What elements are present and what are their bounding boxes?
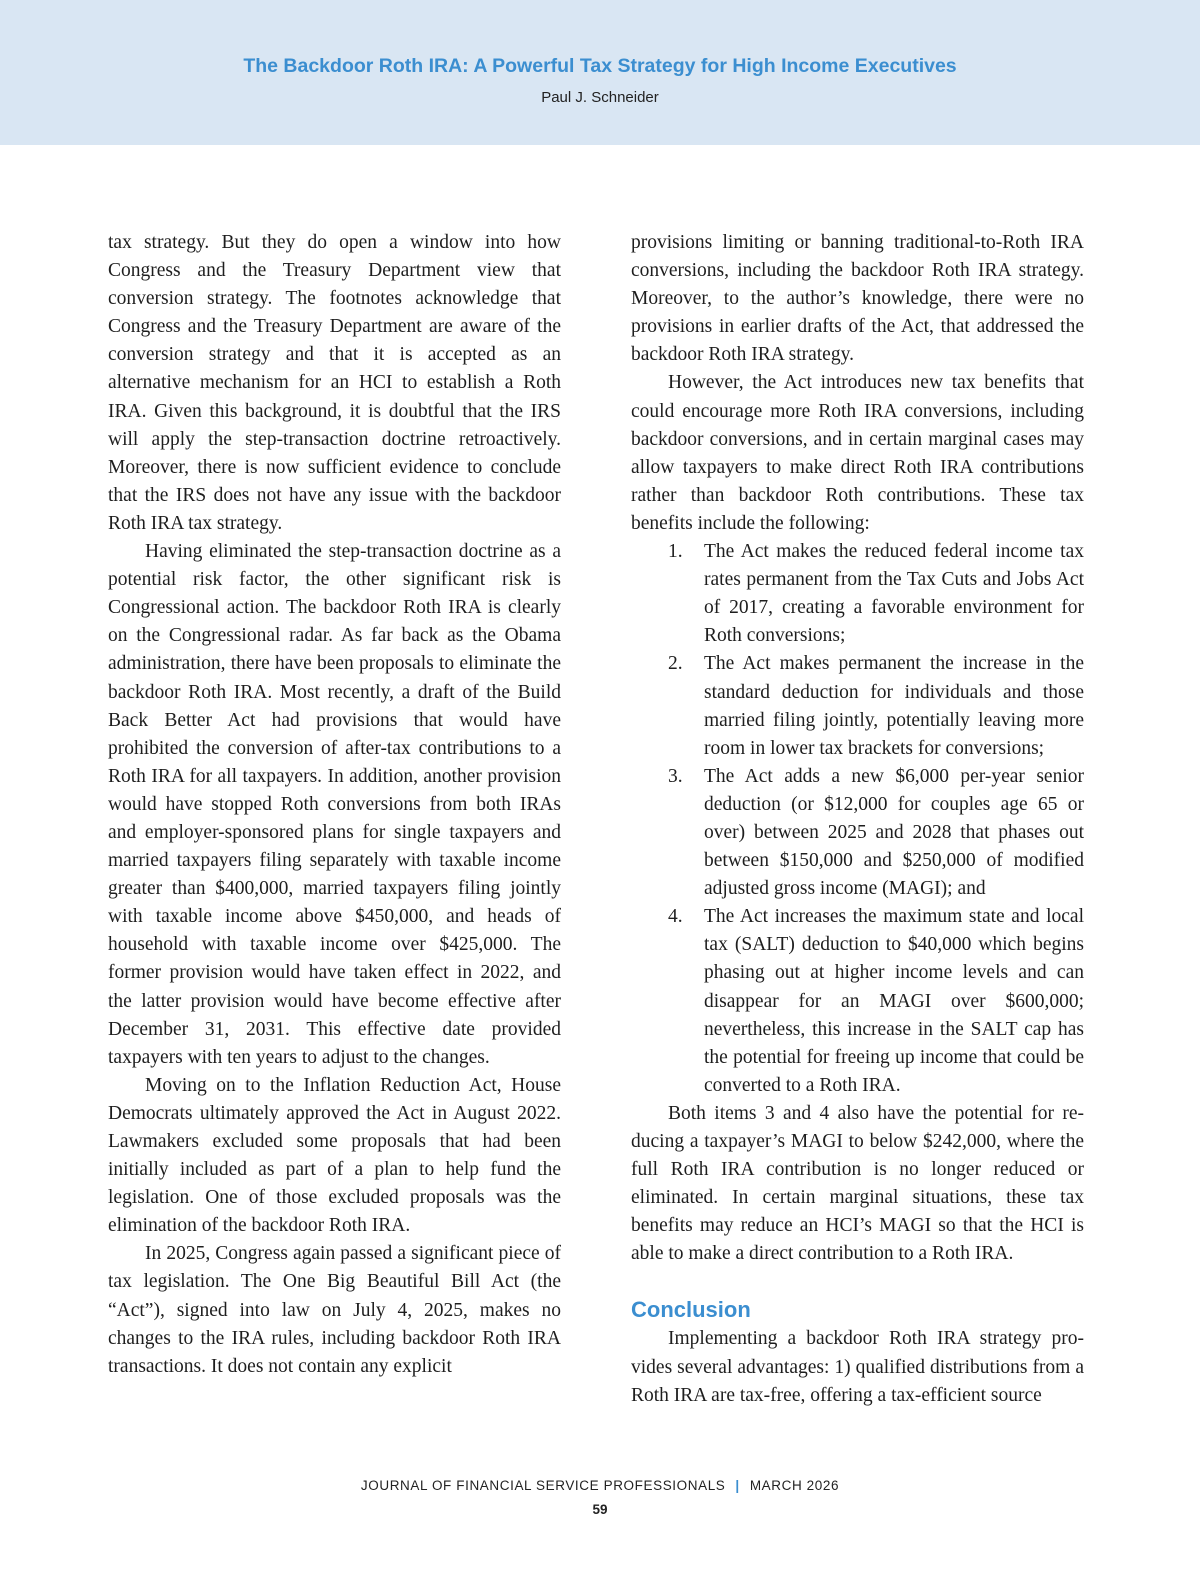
right-column [631,229,1084,1410]
list-item-number: 1. [668,541,683,563]
body-paragraph: However, the Act introduces new tax benefits that could encourage more Roth IRA conversions, including backdoor conversions, and in certain marginal cases may allow taxpayers to make direct Roth IRA contributions rather than backdoor Roth contributions. These tax benefits include the following: [631,372,1084,534]
tax-benefits-list [631,538,1084,1100]
list-item [631,650,1084,762]
list-item-text: The Act adds a new $6,000 per-year senior deduction (or $12,000 for couples age 65 or over) between 2025 and 2028 that phases out between $150,000 and $250,000 of modified adjusted gross income (MAGI); and [704,765,1084,900]
list-item-number: 4. [668,906,683,928]
page-number: 59 [592,1502,608,1517]
issue-date: MARCH 2026 [749,1478,840,1493]
body-paragraph: Having eliminated the step-transaction doctrine as a potential risk factor, the other significant risk is Congressional action. The backdoor Roth IRA is clearly on the Congressional radar. As far back as the Obama administration, there have been proposals to eliminate the backdoor Roth IRA. Most recently, a draft of the Build Back Better Act had provisions that would have prohibited the conversion of after-tax contributions to a Roth IRA for all taxpayers. In addition, another provision would have stopped Roth conversions from both IRAs and employer-sponsored plans for single taxpayers and married taxpayers filing separately with taxable income greater than $400,000, married taxpayers filing jointly with taxable income above $450,000, and heads of household with taxable income over $425,000. The former provision would have taken effect in 2022, and the latter provision would have become effective after December 31, 2031. This effective date provided taxpayers with ten years to adjust to the changes. [108,541,561,1068]
list-item-text: The Act makes permanent the increase in the standard deduction for individuals and those married filing jointly, potentially leaving more room in lower tax brackets for conversions; [704,653,1084,759]
body-paragraph: tax strategy. But they do open a window into how Congress and the Treasury Department view that conversion strategy. The footnotes acknowledge that Congress and the Treasury Department are aware of the conversion strategy and that it is accepted as an alternative mechanism for an HCI to establish a Roth IRA. Given this background, it is doubtful that the IRS will apply the step-transaction doctrine retroactively. Moreover, there is now sufficient evidence to conclude that the IRS does not have any issue with the backdoor Roth IRA tax strategy. [108,232,561,534]
left-column [108,229,561,1381]
body-paragraph: Implementing a backdoor Roth IRA strategy provides several advantages: 1) qualified distributions from a Roth IRA are tax-free, offering a tax-efficient source [631,1328,1084,1406]
page-header [0,0,1200,145]
body-paragraph: In 2025, Congress again passed a significant piece of tax legislation. The One Big Beautiful Bill Act (the “Act”), signed into law on July 4, 2025, makes no changes to the IRA rules, including backdoor Roth IRA transactions. It does not contain any explicit [108,1243,561,1377]
page-footer [0,1478,1200,1493]
list-item [631,903,1084,1100]
body-paragraph: Moving on to the Inflation Reduction Act, House Democrats ultimately approved the Act in August 2022. Lawmakers excluded some proposals that had been initially included as part of a plan to help fund the legislation. One of those excluded proposals was the elimination of the backdoor Roth IRA. [108,1074,561,1237]
list-item-number: 2. [668,653,683,675]
list-item-number: 3. [668,765,683,787]
conclusion-heading: Conclusion [631,1297,751,1323]
list-item-text: The Act increases the maximum state and local tax (SALT) deduction to $40,000 which begins phasing out at higher income levels and can disappear for an MAGI over $600,000; nevertheless, this increase in the SALT cap has the potential for freeing up income that could be converted to a Roth IRA. [704,906,1084,1096]
list-item-text: The Act makes the reduced federal income tax rates permanent from the Tax Cuts and Jobs Act of 2017, creating a favorable environment for Roth conversions; [704,541,1084,647]
body-paragraph: Both items 3 and 4 also have the potential for reducing a taxpayer’s MAGI to below $242,000, where the full Roth IRA contribution is no longer reduced or eliminated. In certain marginal situations, these tax benefits may reduce an HCI’s MAGI so that the HCI is able to make a direct contribution to a Roth IRA. [631,1102,1084,1265]
article-title: The Backdoor Roth IRA: A Powerful Tax Strategy for High Income Executives [243,55,957,77]
article-author: Paul J. Schneider [541,89,659,106]
list-item [631,538,1084,650]
journal-name: JOURNAL OF FINANCIAL SERVICE PROFESSIONALS [360,1478,726,1493]
body-paragraph: provisions limiting or banning traditional-to-Roth IRA conversions, including the backdoor Roth IRA strategy. Moreover, to the author’s knowledge, there were no provisions in earlier drafts of the Act, that addressed the backdoor Roth IRA strategy. [631,232,1084,366]
list-item [631,763,1084,903]
footer-separator: | [735,1478,740,1493]
